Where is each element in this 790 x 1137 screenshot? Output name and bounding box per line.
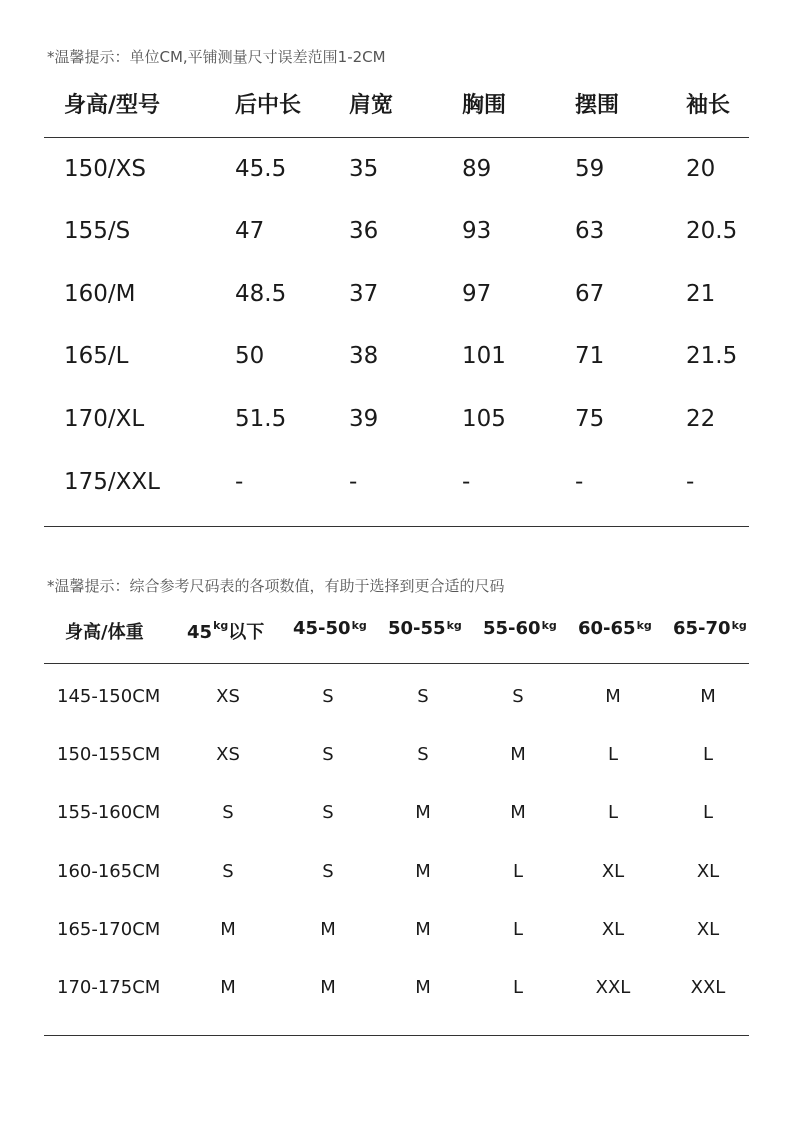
cell: S bbox=[322, 861, 334, 882]
cell: M bbox=[605, 686, 621, 707]
cell: 36 bbox=[349, 218, 379, 244]
cell: XL bbox=[601, 919, 625, 940]
cell: 59 bbox=[575, 156, 605, 182]
cell: 175/XXL bbox=[64, 469, 160, 495]
table-row bbox=[0, 281, 790, 321]
cell: 155/S bbox=[64, 218, 131, 244]
cell: 165-170CM bbox=[57, 919, 161, 940]
table-row bbox=[0, 861, 790, 891]
table-row bbox=[0, 919, 790, 949]
cell: 71 bbox=[575, 343, 605, 369]
cell: 105 bbox=[462, 406, 506, 432]
cell: S bbox=[417, 744, 429, 765]
cell: M bbox=[320, 977, 336, 998]
cell: 160/M bbox=[64, 281, 136, 307]
cell: L bbox=[702, 744, 714, 765]
cell: 20 bbox=[686, 156, 716, 182]
cell: 170/XL bbox=[64, 406, 145, 432]
cell: XXL bbox=[690, 977, 726, 998]
unit-label: kg bbox=[351, 619, 367, 632]
cell: S bbox=[322, 686, 334, 707]
table-row bbox=[0, 406, 790, 446]
cell: 93 bbox=[462, 218, 492, 244]
cell: S bbox=[322, 744, 334, 765]
cell: M bbox=[700, 686, 716, 707]
cell: XL bbox=[696, 919, 720, 940]
header-label: 45 bbox=[187, 622, 213, 643]
cell: L bbox=[512, 861, 524, 882]
cell: - bbox=[575, 469, 584, 495]
header-sleeve: 袖长 bbox=[686, 93, 731, 118]
cell: S bbox=[512, 686, 524, 707]
cell: XL bbox=[696, 861, 720, 882]
cell: 21 bbox=[686, 281, 716, 307]
cell: 51.5 bbox=[235, 406, 287, 432]
header-label: 60-65 bbox=[578, 618, 636, 639]
cell: 38 bbox=[349, 343, 379, 369]
table-row bbox=[0, 977, 790, 1007]
cell: 50 bbox=[235, 343, 265, 369]
header-label: 65-70 bbox=[673, 618, 731, 639]
cell: 150/XS bbox=[64, 156, 147, 182]
size-table-note: *温馨提示：单位CM,平铺测量尺寸误差范围1-2CM bbox=[47, 48, 386, 66]
table-row bbox=[0, 744, 790, 774]
cell: 20.5 bbox=[686, 218, 738, 244]
cell: M bbox=[415, 861, 431, 882]
cell: 22 bbox=[686, 406, 716, 432]
header-height-size: 身高/型号 bbox=[64, 93, 161, 118]
header-label: 50-55 bbox=[388, 618, 446, 639]
cell: 47 bbox=[235, 218, 265, 244]
cell: S bbox=[222, 861, 234, 882]
header-divider bbox=[44, 137, 749, 138]
cell: 37 bbox=[349, 281, 379, 307]
cell: S bbox=[417, 686, 429, 707]
cell: 75 bbox=[575, 406, 605, 432]
cell: S bbox=[322, 802, 334, 823]
cell: L bbox=[702, 802, 714, 823]
header-height-weight bbox=[65, 618, 144, 644]
cell: M bbox=[220, 919, 236, 940]
table-row bbox=[0, 343, 790, 383]
table-bottom-divider bbox=[44, 526, 749, 527]
unit-label: kg bbox=[731, 619, 747, 632]
cell: M bbox=[220, 977, 236, 998]
header-weight-range bbox=[388, 618, 462, 639]
header-weight-range bbox=[483, 618, 557, 639]
cell: M bbox=[415, 977, 431, 998]
table-row bbox=[0, 686, 790, 716]
table-row bbox=[0, 802, 790, 832]
cell: M bbox=[320, 919, 336, 940]
unit-label: kg bbox=[636, 619, 652, 632]
cell: XS bbox=[216, 744, 240, 765]
unit-label: kg bbox=[541, 619, 557, 632]
cell: M bbox=[510, 744, 526, 765]
cell: 170-175CM bbox=[57, 977, 161, 998]
header-label: 45-50 bbox=[293, 618, 351, 639]
cell: 35 bbox=[349, 156, 379, 182]
unit-label: kg bbox=[446, 619, 462, 632]
table-bottom-divider bbox=[44, 1035, 749, 1036]
header-weight-range bbox=[673, 618, 747, 639]
header-divider bbox=[44, 663, 749, 664]
recommendation-note: *温馨提示：综合参考尺码表的各项数值，有助于选择到更合适的尺码 bbox=[47, 577, 505, 595]
cell: - bbox=[462, 469, 471, 495]
cell: 145-150CM bbox=[57, 686, 161, 707]
cell: 39 bbox=[349, 406, 379, 432]
header-label: 身高/体重 bbox=[65, 622, 144, 643]
cell: - bbox=[349, 469, 358, 495]
header-weight-range bbox=[293, 618, 367, 639]
cell: 150-155CM bbox=[57, 744, 161, 765]
cell: L bbox=[512, 919, 524, 940]
table-row bbox=[0, 156, 790, 196]
header-weight-range bbox=[187, 618, 264, 644]
cell: 155-160CM bbox=[57, 802, 161, 823]
header-shoulder: 肩宽 bbox=[349, 93, 394, 118]
cell: XL bbox=[601, 861, 625, 882]
cell: M bbox=[415, 919, 431, 940]
cell: L bbox=[607, 802, 619, 823]
table-row bbox=[0, 218, 790, 258]
cell: M bbox=[510, 802, 526, 823]
header-weight-range bbox=[578, 618, 652, 639]
cell: 165/L bbox=[64, 343, 129, 369]
header-label: 55-60 bbox=[483, 618, 541, 639]
cell: 21.5 bbox=[686, 343, 738, 369]
header-chest: 胸围 bbox=[462, 93, 507, 118]
cell: 97 bbox=[462, 281, 492, 307]
cell: - bbox=[686, 469, 695, 495]
cell: 89 bbox=[462, 156, 492, 182]
cell: 48.5 bbox=[235, 281, 287, 307]
cell: XS bbox=[216, 686, 240, 707]
cell: M bbox=[415, 802, 431, 823]
unit-label: kg bbox=[213, 619, 229, 632]
header-suffix: 以下 bbox=[228, 622, 265, 643]
header-back-length: 后中长 bbox=[235, 93, 302, 118]
cell: L bbox=[512, 977, 524, 998]
cell: L bbox=[607, 744, 619, 765]
cell: 63 bbox=[575, 218, 605, 244]
cell: XXL bbox=[595, 977, 631, 998]
cell: 67 bbox=[575, 281, 605, 307]
header-hem: 摆围 bbox=[575, 93, 620, 118]
table-row bbox=[0, 469, 790, 509]
cell: - bbox=[235, 469, 244, 495]
cell: S bbox=[222, 802, 234, 823]
cell: 160-165CM bbox=[57, 861, 161, 882]
cell: 45.5 bbox=[235, 156, 287, 182]
cell: 101 bbox=[462, 343, 506, 369]
